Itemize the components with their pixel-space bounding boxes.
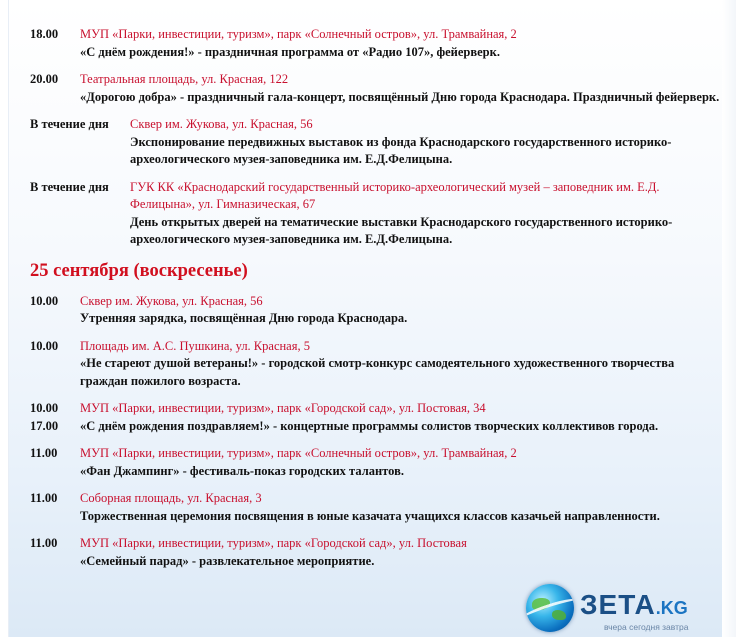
right-border [722,0,736,637]
event-entry [30,71,722,106]
logo-slogan: вчера сегодня завтра [604,622,689,632]
event-time-value: 11.00 [30,536,58,550]
event-description: «Не стареют душой ветераны!» - городской смотр-конкурс самодеятельного художественного творчества граждан пожилого возраста. [80,356,675,388]
event-description: «Семейный парад» - развлекательное мероприятие. [80,553,375,568]
event-location: Сквер им. Жукова, ул. Красная, 56 [80,293,263,308]
event-description: Торжественная церемония посвящения в юные казачата учащихся классов казачьей направленности. [80,508,660,523]
event-location: Соборная площадь, ул. Красная, 3 [80,491,262,505]
event-details [80,26,722,61]
event-description: «Фан Джампинг» - фестиваль-показ городских талантов. [80,463,404,478]
event-details [80,293,722,328]
globe-icon [526,584,574,632]
event-details [130,179,722,249]
event-time-value: 11.00 [30,491,58,505]
zeta-kg-logo[interactable] [520,582,736,637]
date-heading: 25 сентября (воскресенье) [30,260,248,281]
event-time-value: В течение дня [30,117,109,131]
event-time-value: 10.00 [30,338,59,353]
event-time [30,338,80,391]
event-description: Утренняя зарядка, посвящённая Дню города Краснодара. [80,311,408,325]
event-time-value: В течение дня [30,179,109,194]
logo-domain: .KG [655,598,688,618]
event-location: МУП «Парки, инвестиции, туризм», парк «Солнечный остров», ул. Трамвайная, 2 [80,27,517,41]
event-description: «С днём рождения поздравляем!» - концертные программы солистов творческих коллективов города. [80,418,659,433]
event-time [30,116,130,169]
event-location: Сквер им. Жукова, ул. Красная, 56 [130,117,313,131]
event-time-value: 20.00 [30,72,59,86]
event-entry [30,116,722,169]
event-time-value: 17.00 [30,418,59,433]
event-entry [30,338,722,391]
left-border [0,0,9,637]
event-entry [30,26,722,61]
event-entry [30,179,722,249]
event-description: Экспонирование передвижных выставок из фонда Краснодарского государственного историко-археологического музея-заповедника им. Е.Д.Фелицына. [130,134,672,166]
event-time [30,179,130,249]
event-time [30,293,80,328]
event-details [80,490,722,525]
event-time [30,26,80,61]
event-details [80,71,722,106]
event-entry [30,400,722,435]
event-details [130,116,722,169]
event-location: Площадь им. А.С. Пушкина, ул. Красная, 5 [80,338,310,353]
event-details [80,400,722,435]
event-time-value: 10.00 [30,401,59,415]
event-time-value: 11.00 [30,446,58,460]
event-details [80,445,722,480]
event-location: ГУК КК «Краснодарский государственный историко-археологический музей – заповедник им. Е.Д. Фелицына», ул. Гимназическая, 67 [130,179,660,211]
event-time-value: 10.00 [30,293,59,308]
event-description: «С днём рождения!» - праздничная программа от «Радио 107», фейерверк. [80,44,500,59]
logo-name: ЗЕТА [580,589,656,620]
event-schedule [30,26,722,580]
events-list-day-1 [30,26,722,249]
event-time [30,490,80,525]
event-entry [30,445,722,480]
events-list-day-2 [30,293,722,571]
event-details [80,535,722,570]
event-location: МУП «Парки, инвестиции, туризм», парк «Солнечный остров», ул. Трамвайная, 2 [80,446,517,460]
event-time [30,535,80,570]
event-description: День открытых дверей на тематические выставки Краснодарского государственного историко-археологического музея-заповедника им. Е.Д.Фелицына. [130,214,673,246]
event-entry [30,535,722,570]
event-entry [30,293,722,328]
event-time [30,71,80,106]
event-description: «Дорогою добра» - праздничный гала-концерт, посвящённый Дню города Краснодара. Праздничный фейерверк. [80,89,720,104]
event-location: Театральная площадь, ул. Красная, 122 [80,72,289,86]
event-time [30,400,80,435]
event-location: МУП «Парки, инвестиции, туризм», парк «Городской сад», ул. Постовая, 34 [80,401,486,415]
logo-wordmark [580,590,688,623]
event-time [30,445,80,480]
event-time-value: 18.00 [30,27,59,41]
event-entry [30,490,722,525]
event-details [80,338,722,391]
event-location: МУП «Парки, инвестиции, туризм», парк «Городской сад», ул. Постовая [80,536,467,550]
